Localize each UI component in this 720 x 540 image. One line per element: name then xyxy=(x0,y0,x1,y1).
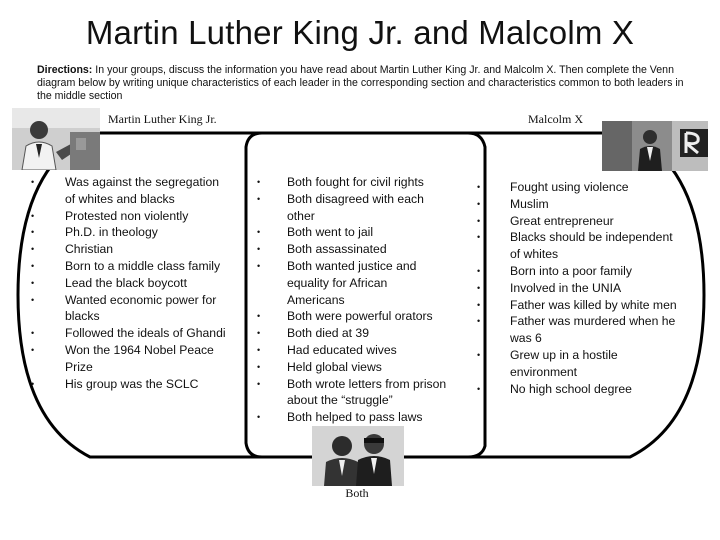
list-item: • Both helped to pass laws xyxy=(257,409,447,426)
mlk-list xyxy=(31,174,231,392)
list-item: • Fought using violence xyxy=(477,179,682,196)
label-both: Both xyxy=(345,486,369,500)
list-item: • Both disagreed with each other xyxy=(257,191,447,225)
list-item: • Wanted economic power for blacks xyxy=(31,292,231,326)
both-list xyxy=(257,174,447,426)
list-item: • Ph.D. in theology xyxy=(31,224,231,241)
list-item: • Both died at 39 xyxy=(257,325,447,342)
list-item: • Lead the black boycott xyxy=(31,275,231,292)
list-item: • Both wrote letters from prison about the “struggle” xyxy=(257,376,447,410)
list-item: • Followed the ideals of Ghandi xyxy=(31,325,231,342)
list-item: • Blacks should be independent of whites xyxy=(477,229,682,263)
list-item: • Held global views xyxy=(257,359,447,376)
photo-malcolm-x xyxy=(602,121,708,171)
list-item: • Father was killed by white men xyxy=(477,297,682,314)
list-item: • Had educated wives xyxy=(257,342,447,359)
list-item: • Great entrepreneur xyxy=(477,213,682,230)
list-item: • Both were powerful orators xyxy=(257,308,447,325)
photo-mlk xyxy=(12,108,100,170)
directions-body: In your groups, discuss the information you have read about Martin Luther King Jr. and Malcolm X. Then complete the Venn diagram below by writing unique characteristics of each leader in the corresponding section and characteristics common to both leaders in the middle section xyxy=(37,64,684,102)
malcolm-x-list xyxy=(477,179,682,397)
list-item: • Born into a poor family xyxy=(477,263,682,280)
list-item: • His group was the SCLC xyxy=(31,376,231,393)
directions-prefix: Directions: xyxy=(37,64,93,76)
list-item: • No high school degree xyxy=(477,381,682,398)
list-item: • Both assassinated xyxy=(257,241,447,258)
list-item: • Both went to jail xyxy=(257,224,447,241)
list-item: • Won the 1964 Nobel Peace Prize xyxy=(31,342,231,376)
list-item: • Both wanted justice and equality for African Americans xyxy=(257,258,447,308)
page-title: Martin Luther King Jr. and Malcolm X xyxy=(85,14,635,51)
list-item: • Born to a middle class family xyxy=(31,258,231,275)
list-item: • Muslim xyxy=(477,196,682,213)
list-item: • Grew up in a hostile environment xyxy=(477,347,682,381)
list-item: • Christian xyxy=(31,241,231,258)
list-item: • Both fought for civil rights xyxy=(257,174,447,191)
list-item: • Protested non violently xyxy=(31,208,231,225)
photo-both xyxy=(312,426,404,486)
label-mlk: Martin Luther King Jr. xyxy=(108,112,217,126)
list-item: • Was against the segregation of whites and blacks xyxy=(31,174,231,208)
label-malcolm-x: Malcolm X xyxy=(528,112,583,126)
list-item: • Father was murdered when he was 6 xyxy=(477,313,682,347)
list-item: • Involved in the UNIA xyxy=(477,280,682,297)
